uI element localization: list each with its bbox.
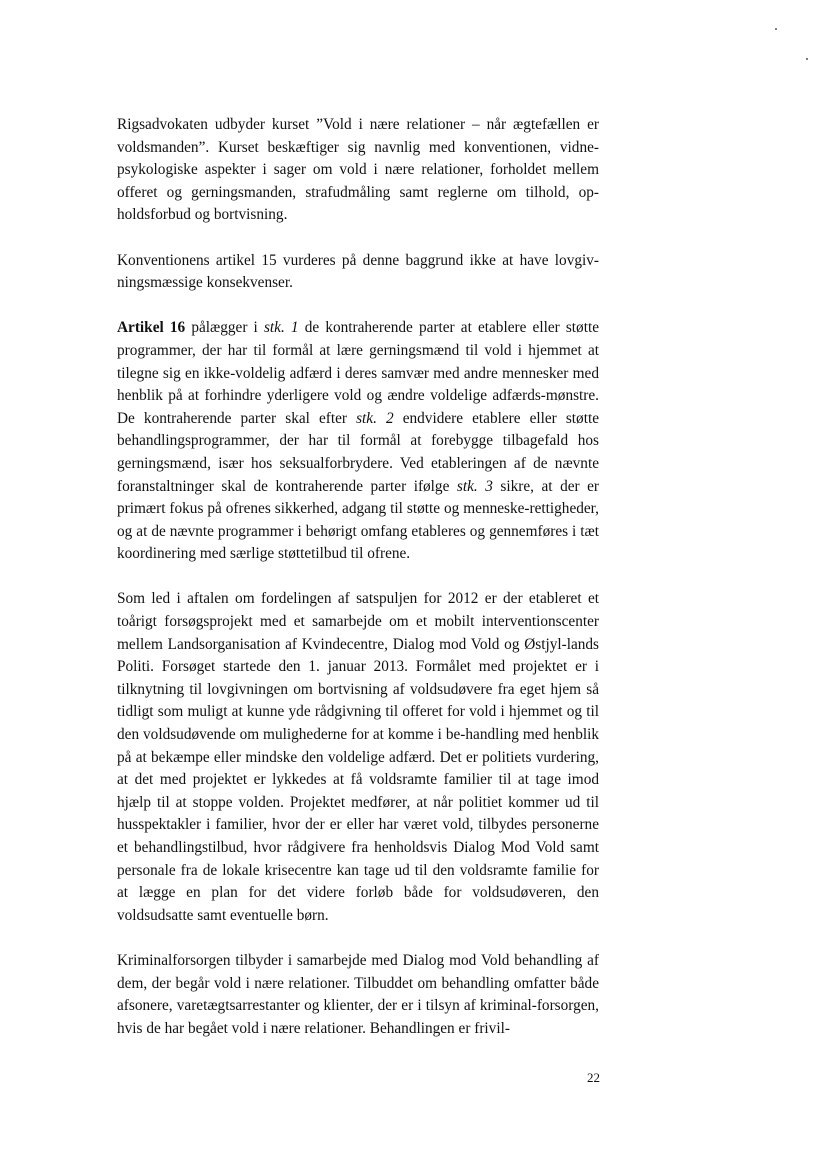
scan-speck — [806, 58, 808, 60]
article-reference: Artikel 16 — [117, 319, 186, 337]
stk-reference: stk. 1 — [263, 319, 299, 337]
stk-reference: stk. 3 — [456, 477, 493, 495]
paragraph-satspuljen: Som led i aftalen om fordelingen af satspuljen for 2012 er der etableret et toårigt forsøgsprojekt med et samarbejde om et mobilt interventionscenter mellem Landsorganisation af Kvindecentre, Dialog mod Vold og Østjyl-lands Politi. Forsøget startede den 1. januar 2013. Formålet med projektet er i tilknytning til lovgivningen om bortvisning af voldsudøvere fra eget hjem så tidligt som muligt at kunne yde rådgivning til offeret for vold i hjemmet og til den voldsudøvende om mulighederne for at komme i be-handling med henblik på at bekæmpe eller mindske den voldelige adfærd. Det er politiets vurdering, at det med projektet er lykkedes at få voldsramte familier til at tage imod hjælp til at stoppe volden. Projektet medfører, at når politiet kommer ud til husspektakler i familier, hvor der er eller har været vold, tilbydes personerne et behandlingstilbud, hvor rådgivere fra henholdsvis Dialog Mod Vold samt personale fra de lokale krisecentre kan tage ud til den voldsramte familie for at lægge en plan for det videre forløb både for voldsudøveren, den voldsudsatte samt eventuelle børn. — [117, 590, 599, 924]
document-body — [117, 114, 599, 1040]
paragraph-rigsadvokaten: Rigsadvokaten udbyder kurset ”Vold i nære relationer – når ægtefællen er voldsmanden”. Kurset beskæftiger sig navnlig med konventionen, vidne-psykologiske aspekter i sager om vold i nære relationer, forholdet mellem offeret og gerningsmanden, strafudmåling samt reglerne om tilhold, op-holdsforbud og bortvisning. — [117, 116, 599, 224]
stk-reference: stk. 2 — [356, 409, 394, 427]
scan-speck — [775, 28, 777, 30]
page-number: 22 — [587, 1070, 600, 1085]
paragraph-kriminalforsorgen: Kriminalforsorgen tilbyder i samarbejde med Dialog mod Vold behandling af dem, der begår vold i nære relationer. Tilbuddet om behandling omfatter både afsonere, varetægtsarrestanter og klienter, der er i tilsyn af kriminal-forsorgen, hvis de har begået vold i nære relationer. Behandlingen er frivil- — [117, 951, 599, 1037]
paragraph-artikel-15: Konventionens artikel 15 vurderes på denne baggrund ikke at have lovgiv-ningsmæssige konsekvenser. — [117, 251, 599, 292]
paragraph-artikel-16: Artikel 16 pålægger i stk. 1 de kontraherende parter at etablere eller støtte programmer, der har til formål at lære gerningsmænd til vold i hjemmet at tilegne sig en ikke-voldelig adfærd i deres samvær med andre mennesker med henblik på at forhindre yderligere vold og ændre voldelige adfærds-mønstre. De kontraherende parter skal efter stk. 2 endvidere etablere eller støtte behandlingsprogrammer, der har til formål at forebygge tilbagefald hos gerningsmænd, især hos seksualforbrydere. Ved etableringen af de nævnte foranstaltninger skal de kontraherende parter ifølge stk. 3 sikre, at der er primært fokus på ofrenes sikkerhed, adgang til støtte og menneske-rettigheder, og at de nævnte programmer i behørigt omfang etableres og gennemføres i tæt koordinering med særlige støttetilbud til ofrene. — [117, 319, 600, 563]
